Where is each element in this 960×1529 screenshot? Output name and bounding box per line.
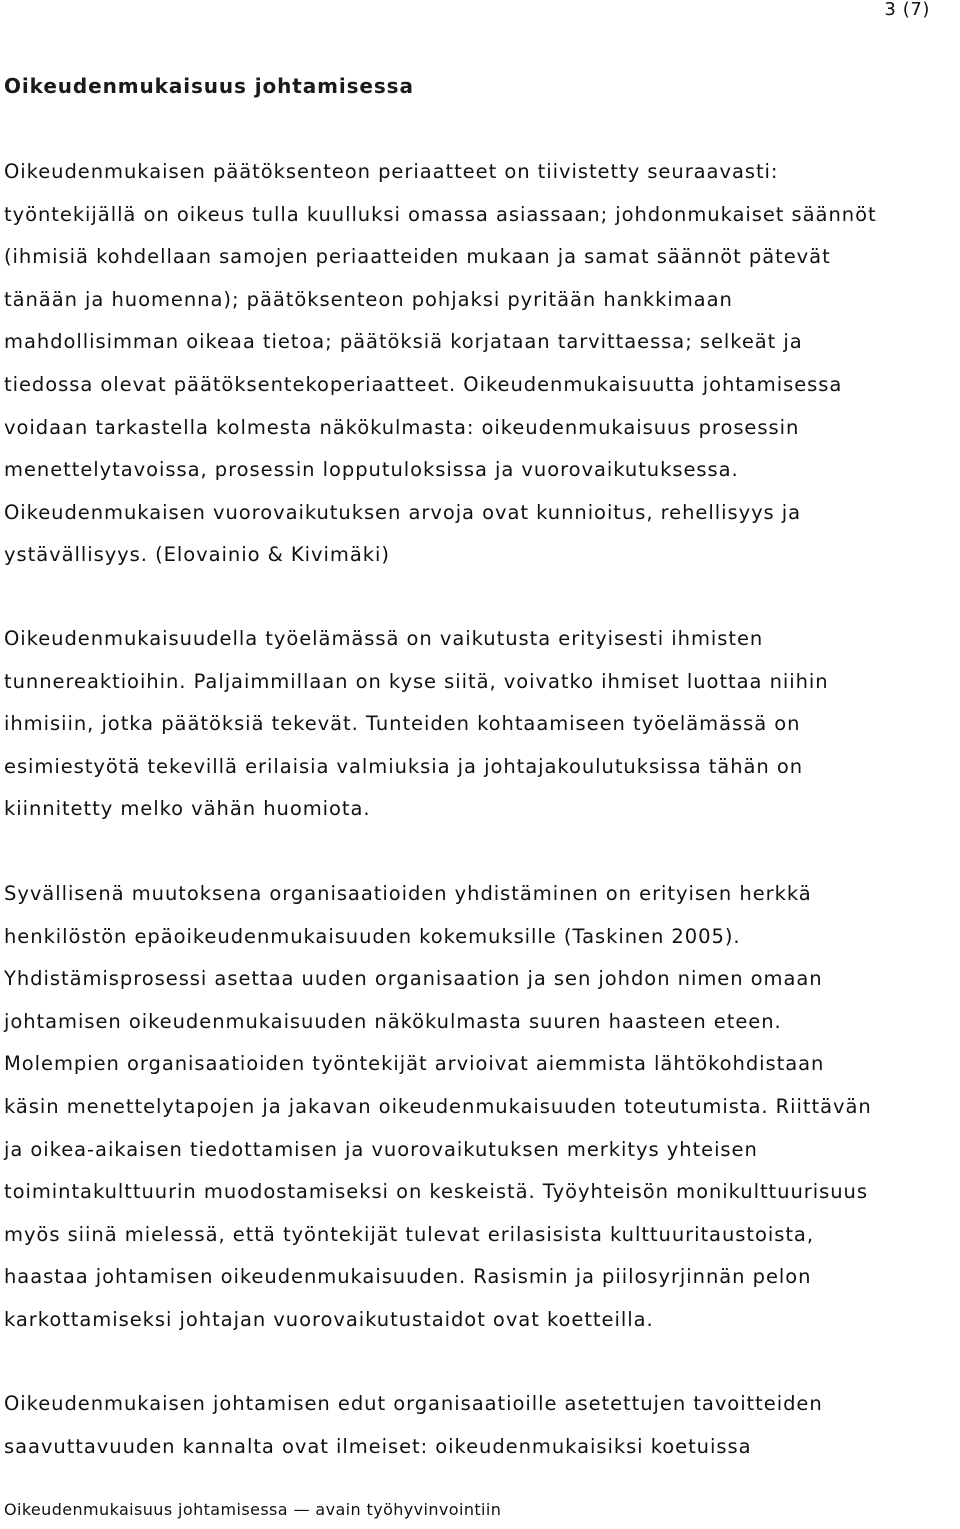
text-line: menettelytavoissa, prosessin lopputuloksissa ja vuorovaikutuksessa. <box>4 458 739 482</box>
text-line: ja oikea-aikaisen tiedottamisen ja vuorovaikutuksen merkitys yhteisen <box>4 1137 758 1161</box>
text-line: Yhdistämisprosessi asettaa uuden organisaation ja sen johdon nimen omaan <box>4 967 823 991</box>
text-line: kiinnitetty melko vähän huomiota. <box>4 797 371 821</box>
text-line: Molempien organisaatioiden työntekijät arvioivat aiemmista lähtökohdistaan <box>4 1052 825 1076</box>
text-line: (ihmisiä kohdellaan samojen periaatteiden mukaan ja samat säännöt pätevät <box>4 245 831 269</box>
text-line: tunnereaktioihin. Paljaimmillaan on kyse siitä, voivatko ihmiset luottaa niihin <box>4 669 829 693</box>
text-line: Oikeudenmukaisen vuorovaikutuksen arvoja ovat kunnioitus, rehellisyys ja <box>4 500 802 524</box>
paragraph-benefits <box>4 1383 823 1468</box>
text-line: myös siinä mielessä, että työntekijät tulevat erilasisista kulttuuritaustoista, <box>4 1222 814 1246</box>
text-line: johtamisen oikeudenmukaisuuden näkökulmasta suuren haasteen eteen. <box>4 1009 782 1033</box>
text-line: esimiestyötä tekevillä erilaisia valmiuksia ja johtajakoulutuksissa tähän on <box>4 754 804 778</box>
text-line: käsin menettelytapojen ja jakavan oikeudenmukaisuuden toteutumista. Riittävän <box>4 1094 872 1118</box>
text-line: tänään ja huomenna); päätöksenteon pohjaksi pyritään hankkimaan <box>4 287 733 311</box>
page-footer: Oikeudenmukaisuus johtamisessa — avain työhyvinvointiin <box>4 1500 502 1519</box>
text-line: Oikeudenmukaisen päätöksenteon periaatteet on tiivistetty seuraavasti: <box>4 160 779 183</box>
text-line: henkilöstön epäoikeudenmukaisuuden kokemuksille (Taskinen 2005). <box>4 924 741 948</box>
text-line: saavuttavuuden kannalta ovat ilmeiset: oikeudenmukaisiksi koetuissa <box>4 1434 752 1458</box>
text-line: ihmisiin, jotka päätöksiä tekevät. Tunteiden kohtaamiseen työelämässä on <box>4 712 801 736</box>
text-line: karkottamiseksi johtajan vuorovaikutustaidot ovat koetteilla. <box>4 1307 654 1331</box>
paragraph-emotional-reactions <box>4 618 829 831</box>
text-line: mahdollisimman oikeaa tietoa; päätöksiä korjataan tarvittaessa; selkeät ja <box>4 330 803 354</box>
paragraph-organisational-merger <box>4 873 872 1342</box>
text-line: ystävällisyys. (Elovainio & Kivimäki) <box>4 543 390 567</box>
text-line: työntekijällä on oikeus tulla kuulluksi omassa asiassaan; johdonmukaiset säännöt <box>4 202 877 226</box>
text-line: Syvällisenä muutoksena organisaatioiden yhdistäminen on erityisen herkkä <box>4 882 812 905</box>
section-heading: Oikeudenmukaisuus johtamisessa <box>4 74 414 98</box>
paragraph-procedural-justice <box>4 151 877 577</box>
text-line: tiedossa olevat päätöksentekoperiaatteet. Oikeudenmukaisuutta johtamisessa <box>4 372 843 396</box>
text-line: voidaan tarkastella kolmesta näkökulmasta: oikeudenmukaisuus prosessin <box>4 415 800 439</box>
text-line: haastaa johtamisen oikeudenmukaisuuden. Rasismin ja piilosyrjinnän pelon <box>4 1265 812 1289</box>
page-number: 3 (7) <box>884 0 930 20</box>
text-line: Oikeudenmukaisen johtamisen edut organisaatioille asetettujen tavoitteiden <box>4 1392 823 1415</box>
text-line: toimintakulttuurin muodostamiseksi on keskeistä. Työyhteisön monikulttuurisuus <box>4 1180 868 1204</box>
text-line: Oikeudenmukaisuudella työelämässä on vaikutusta erityisesti ihmisten <box>4 627 764 650</box>
